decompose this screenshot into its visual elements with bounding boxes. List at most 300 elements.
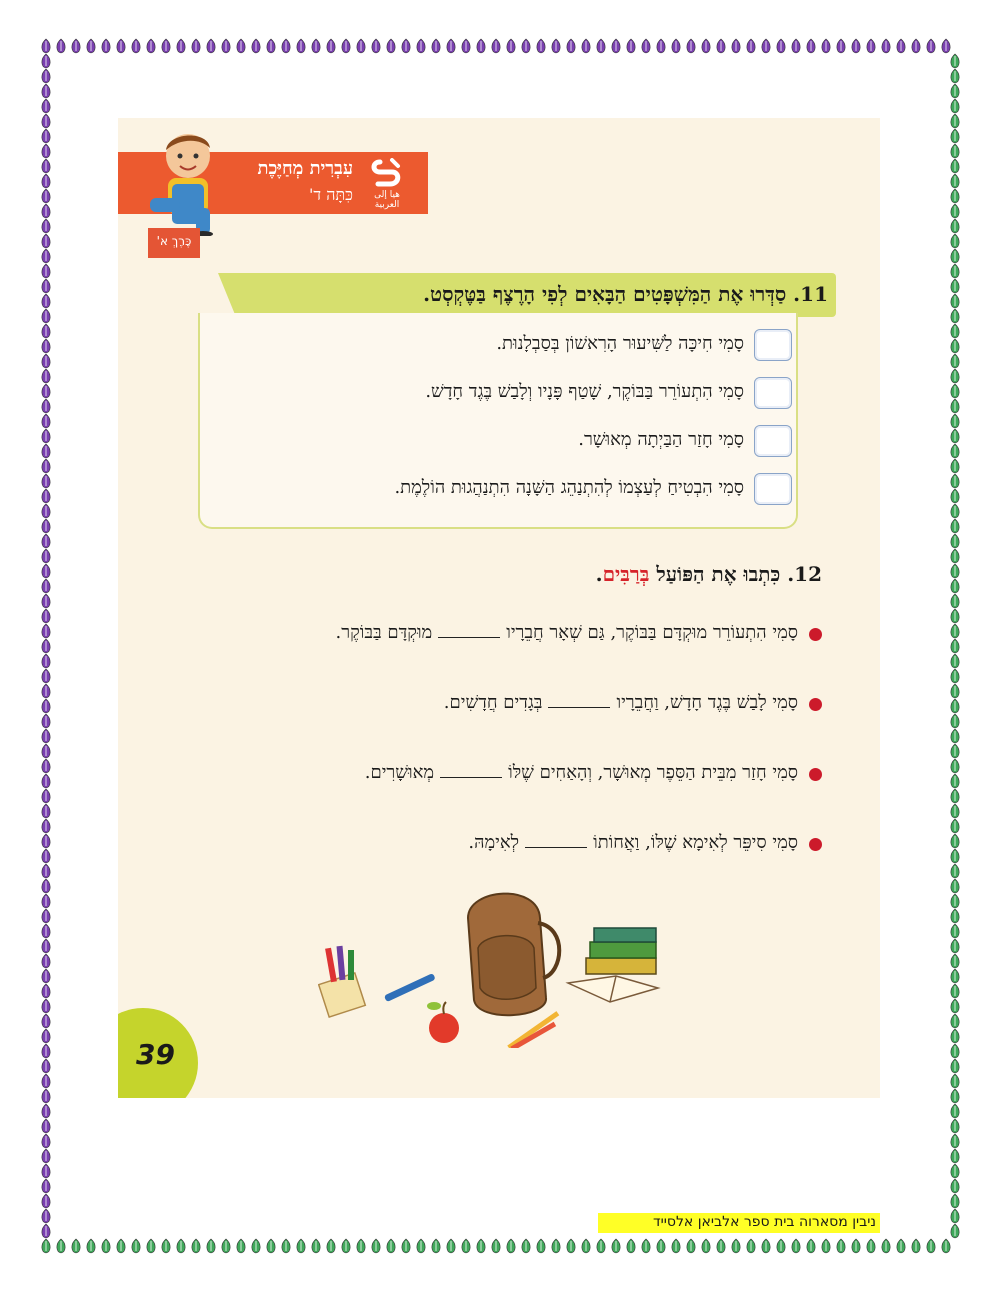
sentence-end: מְאוּשָׁרִים. — [364, 762, 435, 783]
border-leaf-icon — [897, 1239, 905, 1253]
border-leaf-icon — [717, 39, 725, 53]
border-leaf-icon — [42, 669, 50, 683]
border-leaf-icon — [237, 39, 245, 53]
border-leaf-icon — [252, 39, 260, 53]
question-11-title: 11. סַדְּרוּ אֶת הַמִּשְׁפָּטִים הַבָּאִים לְפִי הָרֶצֶף בַּטֶּקְסְט. — [423, 282, 828, 306]
fill-in-item — [142, 618, 822, 652]
border-leaf-icon — [951, 894, 959, 908]
question-12-title-end: . — [595, 562, 603, 586]
border-leaf-icon — [951, 234, 959, 248]
border-leaf-icon — [951, 954, 959, 968]
border-leaf-icon — [42, 969, 50, 983]
border-leaf-icon — [42, 354, 50, 368]
border-leaf-icon — [492, 1239, 500, 1253]
order-number-input[interactable] — [754, 425, 792, 457]
border-leaf-icon — [951, 444, 959, 458]
border-leaf-icon — [282, 1239, 290, 1253]
boy-illustration — [140, 126, 240, 236]
border-leaf-icon — [42, 189, 50, 203]
border-leaf-icon — [807, 1239, 815, 1253]
border-leaf-icon — [42, 939, 50, 953]
footer-credit-text: ניבין מסארוה בית ספר אלביאן אלסייד — [652, 1214, 876, 1230]
border-leaf-icon — [387, 1239, 395, 1253]
border-leaf-icon — [162, 1239, 170, 1253]
border-leaf-icon — [42, 1059, 50, 1073]
border-leaf-icon — [867, 39, 875, 53]
border-leaf-icon — [327, 1239, 335, 1253]
border-leaf-icon — [177, 1239, 185, 1253]
border-leaf-icon — [951, 459, 959, 473]
border-leaf-icon — [897, 39, 905, 53]
border-leaf-icon — [492, 39, 500, 53]
order-number-input[interactable] — [754, 329, 792, 361]
border-leaf-icon — [42, 744, 50, 758]
border-leaf-icon — [951, 309, 959, 323]
border-leaf-icon — [672, 39, 680, 53]
border-leaf-icon — [951, 774, 959, 788]
border-leaf-icon — [951, 714, 959, 728]
border-leaf-icon — [117, 1239, 125, 1253]
border-leaf-icon — [372, 39, 380, 53]
question-12-highlight: בְּרַבִּים — [602, 562, 650, 586]
border-leaf-icon — [951, 759, 959, 773]
border-leaf-icon — [42, 1224, 50, 1238]
border-leaf-icon — [42, 879, 50, 893]
answer-blank[interactable] — [548, 706, 610, 708]
fill-in-item — [142, 688, 822, 722]
border-leaf-icon — [792, 39, 800, 53]
workbook-page — [118, 118, 880, 1098]
border-leaf-icon — [951, 684, 959, 698]
border-leaf-icon — [42, 1149, 50, 1163]
bullet-icon — [809, 838, 822, 851]
sentence-start: סָמִי הִתְעוֹרֵר מוּקְדָּם בַּבּוֹקֶר, גַּם שְׁאָר חֲבֵרָיו — [506, 622, 798, 643]
border-leaf-icon — [951, 984, 959, 998]
ordering-item — [216, 469, 796, 509]
bullet-icon — [809, 768, 822, 781]
border-leaf-icon — [837, 39, 845, 53]
border-leaf-icon — [642, 39, 650, 53]
border-leaf-icon — [267, 39, 275, 53]
answer-blank[interactable] — [440, 776, 502, 778]
sentence-end: מוּקְדָּם בַּבּוֹקֶר. — [335, 622, 433, 643]
border-leaf-icon — [72, 39, 80, 53]
border-leaf-icon — [942, 1239, 950, 1253]
border-leaf-icon — [267, 1239, 275, 1253]
border-leaf-icon — [951, 1209, 959, 1223]
border-leaf-icon — [42, 639, 50, 653]
border-leaf-icon — [297, 1239, 305, 1253]
border-leaf-icon — [417, 39, 425, 53]
sentence-start: סָמִי חָזַר מִבֵּית הַסֵּפֶר מְאוּשָׁר, וְהָאַחִים שֶׁלּוֹ — [508, 762, 798, 783]
border-leaf-icon — [582, 39, 590, 53]
border-leaf-icon — [132, 39, 140, 53]
border-leaf-icon — [222, 1239, 230, 1253]
question-11-box — [198, 313, 798, 529]
border-leaf-icon — [42, 369, 50, 383]
border-leaf-icon — [357, 1239, 365, 1253]
border-leaf-icon — [342, 39, 350, 53]
border-leaf-icon — [951, 474, 959, 488]
border-leaf-icon — [252, 1239, 260, 1253]
border-leaf-icon — [747, 1239, 755, 1253]
border-leaf-icon — [42, 729, 50, 743]
border-leaf-icon — [951, 294, 959, 308]
border-leaf-icon — [42, 1239, 50, 1253]
border-leaf-icon — [297, 39, 305, 53]
border-leaf-icon — [42, 204, 50, 218]
pencil-icon — [507, 1011, 559, 1048]
border-leaf-icon — [942, 39, 950, 53]
border-leaf-icon — [57, 39, 65, 53]
grade-label: כִּתָּה ד' — [309, 185, 353, 204]
border-leaf-icon — [42, 819, 50, 833]
border-leaf-icon — [507, 1239, 515, 1253]
border-leaf-icon — [612, 39, 620, 53]
border-leaf-icon — [702, 1239, 710, 1253]
border-leaf-icon — [102, 39, 110, 53]
border-leaf-icon — [927, 39, 935, 53]
border-leaf-icon — [42, 1014, 50, 1028]
border-leaf-icon — [687, 1239, 695, 1253]
border-leaf-icon — [342, 1239, 350, 1253]
books-icon — [568, 928, 658, 1002]
border-leaf-icon — [837, 1239, 845, 1253]
border-leaf-icon — [207, 39, 215, 53]
border-leaf-icon — [432, 1239, 440, 1253]
border-leaf-icon — [867, 1239, 875, 1253]
border-leaf-icon — [42, 609, 50, 623]
border-leaf-icon — [42, 564, 50, 578]
border-leaf-icon — [951, 969, 959, 983]
border-leaf-icon — [42, 1104, 50, 1118]
border-leaf-icon — [42, 684, 50, 698]
border-leaf-icon — [762, 39, 770, 53]
border-leaf-icon — [42, 159, 50, 173]
border-leaf-icon — [951, 84, 959, 98]
sentence-end: בְּגָדִים חֲדָשִׁים. — [443, 692, 543, 713]
ordering-item-text: סָמִי חָזַר הַבַּיְתָה מְאוּשָׁר. — [578, 429, 744, 450]
border-leaf-icon — [822, 39, 830, 53]
border-leaf-icon — [912, 39, 920, 53]
border-leaf-icon — [42, 954, 50, 968]
border-leaf-icon — [951, 564, 959, 578]
border-leaf-icon — [42, 1089, 50, 1103]
border-leaf-icon — [951, 1029, 959, 1043]
border-leaf-icon — [597, 1239, 605, 1253]
fill-in-item — [142, 828, 822, 862]
border-leaf-icon — [42, 654, 50, 668]
border-leaf-icon — [42, 1179, 50, 1193]
border-leaf-icon — [42, 414, 50, 428]
border-leaf-icon — [951, 879, 959, 893]
border-leaf-icon — [477, 1239, 485, 1253]
border-leaf-icon — [951, 729, 959, 743]
border-leaf-icon — [912, 1239, 920, 1253]
border-leaf-icon — [951, 1164, 959, 1178]
bullet-icon — [809, 628, 822, 641]
border-leaf-icon — [951, 819, 959, 833]
border-leaf-icon — [702, 39, 710, 53]
border-leaf-icon — [951, 789, 959, 803]
border-leaf-icon — [57, 1239, 65, 1253]
crayon-box-icon — [319, 946, 366, 1017]
border-leaf-icon — [951, 669, 959, 683]
border-leaf-icon — [627, 1239, 635, 1253]
border-leaf-icon — [522, 1239, 530, 1253]
border-leaf-icon — [42, 789, 50, 803]
border-leaf-icon — [42, 144, 50, 158]
border-leaf-icon — [537, 39, 545, 53]
order-number-input[interactable] — [754, 473, 792, 505]
school-supplies-illustration — [318, 878, 668, 1048]
border-leaf-icon — [72, 1239, 80, 1253]
border-leaf-icon — [612, 1239, 620, 1253]
backpack-icon — [468, 894, 559, 1016]
border-leaf-icon — [747, 39, 755, 53]
border-leaf-icon — [672, 1239, 680, 1253]
border-leaf-icon — [42, 1194, 50, 1208]
border-leaf-icon — [882, 1239, 890, 1253]
border-leaf-icon — [951, 549, 959, 563]
border-leaf-icon — [42, 579, 50, 593]
border-leaf-icon — [207, 1239, 215, 1253]
border-leaf-icon — [951, 249, 959, 263]
border-leaf-icon — [282, 39, 290, 53]
border-leaf-icon — [597, 39, 605, 53]
border-leaf-icon — [807, 39, 815, 53]
border-leaf-icon — [657, 1239, 665, 1253]
border-leaf-icon — [132, 1239, 140, 1253]
border-leaf-icon — [42, 489, 50, 503]
border-leaf-icon — [42, 1119, 50, 1133]
border-leaf-icon — [42, 804, 50, 818]
border-leaf-icon — [462, 1239, 470, 1253]
border-leaf-icon — [42, 1074, 50, 1088]
border-leaf-icon — [777, 1239, 785, 1253]
border-leaf-icon — [951, 1179, 959, 1193]
question-11-header — [236, 273, 836, 317]
ordering-item — [216, 421, 796, 461]
border-leaf-icon — [951, 129, 959, 143]
border-leaf-icon — [951, 489, 959, 503]
border-leaf-icon — [42, 594, 50, 608]
border-leaf-icon — [951, 1194, 959, 1208]
border-leaf-icon — [192, 39, 200, 53]
border-leaf-icon — [42, 924, 50, 938]
border-leaf-icon — [42, 864, 50, 878]
border-leaf-icon — [42, 84, 50, 98]
border-leaf-icon — [777, 39, 785, 53]
border-leaf-icon — [42, 234, 50, 248]
border-leaf-icon — [951, 909, 959, 923]
border-leaf-icon — [951, 639, 959, 653]
border-leaf-icon — [477, 39, 485, 53]
fill-in-sentence — [468, 832, 798, 853]
ordering-item-text: סָמִי חִיכָּה לַשִּׁיעוּר הָרִאשׁוֹן בְּסַבְלָנוּת. — [496, 333, 744, 354]
border-leaf-icon — [951, 189, 959, 203]
apple-icon — [427, 1002, 459, 1043]
border-leaf-icon — [732, 39, 740, 53]
ordering-item-text: סָמִי הִתְעוֹרֵר בַּבּוֹקֶר, שָׁטַף פָּנָיו וְלָבַשׁ בֶּגֶד חָדָשׁ. — [425, 381, 744, 402]
border-leaf-icon — [951, 159, 959, 173]
border-leaf-icon — [951, 804, 959, 818]
border-leaf-icon — [951, 1224, 959, 1238]
border-leaf-icon — [951, 999, 959, 1013]
border-leaf-icon — [951, 579, 959, 593]
border-leaf-icon — [552, 39, 560, 53]
border-leaf-icon — [117, 39, 125, 53]
border-leaf-icon — [417, 1239, 425, 1253]
border-leaf-icon — [951, 399, 959, 413]
border-leaf-icon — [951, 1074, 959, 1088]
border-leaf-icon — [312, 1239, 320, 1253]
border-leaf-icon — [42, 264, 50, 278]
border-leaf-icon — [42, 444, 50, 458]
border-leaf-icon — [951, 654, 959, 668]
border-leaf-icon — [951, 369, 959, 383]
border-leaf-icon — [951, 594, 959, 608]
answer-blank[interactable] — [525, 846, 587, 848]
border-leaf-icon — [42, 459, 50, 473]
border-leaf-icon — [102, 1239, 110, 1253]
border-leaf-icon — [792, 1239, 800, 1253]
border-leaf-icon — [951, 204, 959, 218]
ordering-item — [216, 373, 796, 413]
border-leaf-icon — [192, 1239, 200, 1253]
border-leaf-icon — [567, 1239, 575, 1253]
border-leaf-icon — [42, 1134, 50, 1148]
bullet-icon — [809, 698, 822, 711]
border-leaf-icon — [822, 1239, 830, 1253]
border-leaf-icon — [642, 1239, 650, 1253]
border-leaf-icon — [927, 1239, 935, 1253]
border-leaf-icon — [951, 144, 959, 158]
border-leaf-icon — [42, 399, 50, 413]
pen-icon — [384, 973, 436, 1002]
border-leaf-icon — [951, 939, 959, 953]
border-leaf-icon — [552, 1239, 560, 1253]
border-leaf-icon — [657, 39, 665, 53]
border-leaf-icon — [627, 39, 635, 53]
publisher-logo — [362, 158, 412, 208]
volume-tag — [148, 228, 200, 258]
border-leaf-icon — [42, 474, 50, 488]
border-leaf-icon — [42, 1029, 50, 1043]
border-leaf-icon — [42, 99, 50, 113]
border-leaf-icon — [42, 39, 50, 53]
border-leaf-icon — [42, 339, 50, 353]
border-leaf-icon — [222, 39, 230, 53]
border-leaf-icon — [951, 864, 959, 878]
ordering-item — [216, 325, 796, 365]
border-leaf-icon — [372, 1239, 380, 1253]
fill-in-sentence — [365, 762, 798, 783]
border-leaf-icon — [852, 39, 860, 53]
order-number-input[interactable] — [754, 377, 792, 409]
border-leaf-icon — [951, 54, 959, 68]
border-leaf-icon — [42, 984, 50, 998]
border-leaf-icon — [951, 279, 959, 293]
border-leaf-icon — [582, 1239, 590, 1253]
border-leaf-icon — [507, 39, 515, 53]
border-leaf-icon — [42, 384, 50, 398]
border-leaf-icon — [312, 39, 320, 53]
border-leaf-icon — [951, 534, 959, 548]
border-leaf-icon — [522, 39, 530, 53]
border-leaf-icon — [42, 759, 50, 773]
border-leaf-icon — [762, 1239, 770, 1253]
border-leaf-icon — [42, 534, 50, 548]
border-leaf-icon — [42, 294, 50, 308]
border-leaf-icon — [447, 39, 455, 53]
border-leaf-icon — [951, 1089, 959, 1103]
border-leaf-icon — [42, 129, 50, 143]
border-leaf-icon — [732, 1239, 740, 1253]
border-leaf-icon — [951, 744, 959, 758]
border-leaf-icon — [951, 324, 959, 338]
border-leaf-icon — [951, 519, 959, 533]
border-leaf-icon — [87, 39, 95, 53]
border-leaf-icon — [327, 39, 335, 53]
border-leaf-icon — [951, 1119, 959, 1133]
border-leaf-icon — [687, 39, 695, 53]
border-leaf-icon — [567, 39, 575, 53]
border-leaf-icon — [42, 549, 50, 563]
border-leaf-icon — [42, 699, 50, 713]
border-leaf-icon — [42, 279, 50, 293]
border-leaf-icon — [951, 504, 959, 518]
border-leaf-icon — [42, 1044, 50, 1058]
fill-in-sentence — [444, 692, 798, 713]
border-leaf-icon — [951, 1014, 959, 1028]
border-leaf-icon — [42, 114, 50, 128]
border-leaf-icon — [237, 1239, 245, 1253]
border-leaf-icon — [162, 39, 170, 53]
border-leaf-icon — [951, 609, 959, 623]
border-leaf-icon — [717, 1239, 725, 1253]
border-leaf-icon — [951, 114, 959, 128]
border-leaf-icon — [951, 354, 959, 368]
fill-in-item — [142, 758, 822, 792]
answer-blank[interactable] — [438, 636, 500, 638]
border-leaf-icon — [951, 174, 959, 188]
border-leaf-icon — [42, 69, 50, 83]
border-leaf-icon — [951, 99, 959, 113]
border-leaf-icon — [42, 849, 50, 863]
volume-label: כֶּרֶךְ א' — [156, 234, 192, 248]
border-leaf-icon — [951, 1059, 959, 1073]
border-leaf-icon — [42, 429, 50, 443]
border-leaf-icon — [42, 999, 50, 1013]
border-leaf-icon — [537, 1239, 545, 1253]
border-leaf-icon — [42, 249, 50, 263]
fill-in-sentence — [336, 622, 798, 643]
border-leaf-icon — [951, 1044, 959, 1058]
border-leaf-icon — [951, 264, 959, 278]
sentence-start: סָמִי סִיפֵּר לְאִימָא שֶׁלּוֹ, וַאֲחוֹתוֹ — [593, 832, 798, 853]
border-leaf-icon — [951, 384, 959, 398]
border-leaf-icon — [357, 39, 365, 53]
sentence-end: לְאִימָהּ. — [468, 832, 520, 853]
ordering-item-text: סָמִי הִבְטִיחַ לְעַצְמוֹ לְהִתְנַהֵג הַשָּׁנָה הִתְנַהֲגוּת הוֹלֶמֶת. — [394, 477, 744, 498]
sentence-start: סָמִי לָבַשׁ בֶּגֶד חָדָשׁ, וַחֲבֵרָיו — [616, 692, 798, 713]
border-leaf-icon — [42, 1209, 50, 1223]
border-leaf-icon — [42, 909, 50, 923]
border-leaf-icon — [42, 714, 50, 728]
border-leaf-icon — [951, 924, 959, 938]
border-leaf-icon — [951, 1149, 959, 1163]
